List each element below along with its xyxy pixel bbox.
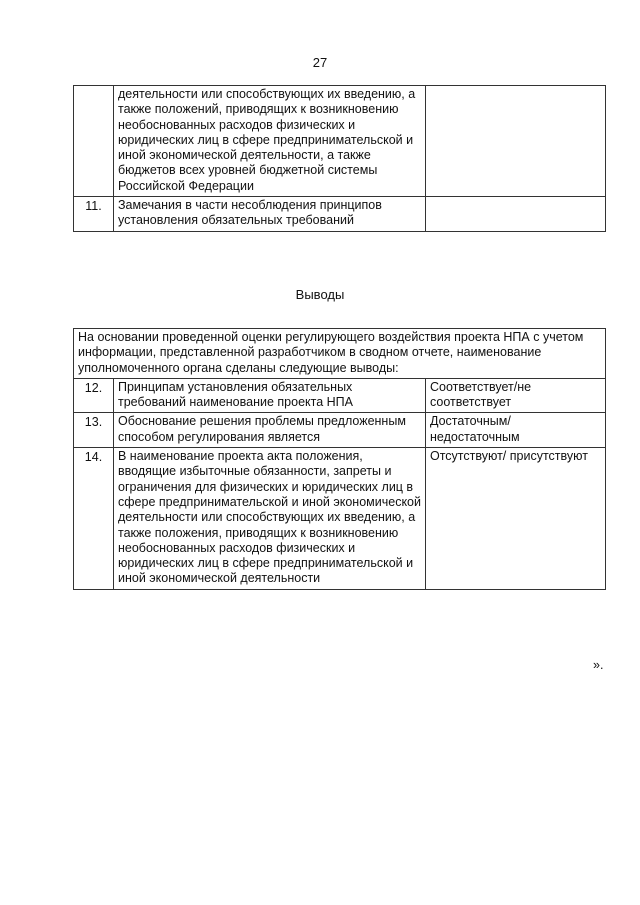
conclusions-table: [73, 328, 606, 590]
table-row: [74, 86, 606, 197]
row-number: 13.: [74, 413, 114, 448]
row-number: 14.: [74, 448, 114, 590]
page-number: 27: [312, 55, 328, 70]
row-text: Принципам установления обязательных требований наименование проекта НПА: [114, 378, 426, 413]
table-row: [74, 197, 606, 232]
table-row: [74, 413, 606, 448]
row-text: деятельности или способствующих их введению, а также положений, приводящих к возникновению необоснованных расходов физических и юридических лиц в сфере предпринимательской и иной экономической деятельности, а также бюджетов всех уровней бюджетной системы Российской Федерации: [114, 86, 426, 197]
section-heading: Выводы: [295, 287, 345, 302]
row-text: В наименование проекта акта положения, вводящие избыточные обязанности, запреты и ограничения для физических и юридических лиц в сфере предпринимательской и иной экономической деятельности или способствующих их введению, а также положения, приводящих к возникновению необоснованных расходов физических и юридических лиц в сфере предпринимательской и иной экономической деятельности: [114, 448, 426, 590]
table-row: [74, 378, 606, 413]
row-value: [426, 197, 606, 232]
row-value: Достаточным/ недостаточным: [426, 413, 606, 448]
table-row: [74, 448, 606, 590]
row-text: Замечания в части несоблюдения принципов установления обязательных требований: [114, 197, 426, 232]
continuation-table: [73, 85, 606, 232]
closing-quote-mark: ».: [593, 658, 604, 672]
row-value: Соответствует/не соответствует: [426, 378, 606, 413]
table-intro-row: [74, 329, 606, 379]
intro-text: На основании проведенной оценки регулирующего воздействия проекта НПА с учетом информации, представленной разработчиком в сводном отчете, наименование уполномоченного органа сделаны следующие выводы:: [74, 329, 606, 379]
row-text: Обоснование решения проблемы предложенным способом регулирования является: [114, 413, 426, 448]
row-value: [426, 86, 606, 197]
row-number: 12.: [74, 378, 114, 413]
row-value: Отсутствуют/ присутствуют: [426, 448, 606, 590]
row-number: 11.: [74, 197, 114, 232]
row-number: [74, 86, 114, 197]
